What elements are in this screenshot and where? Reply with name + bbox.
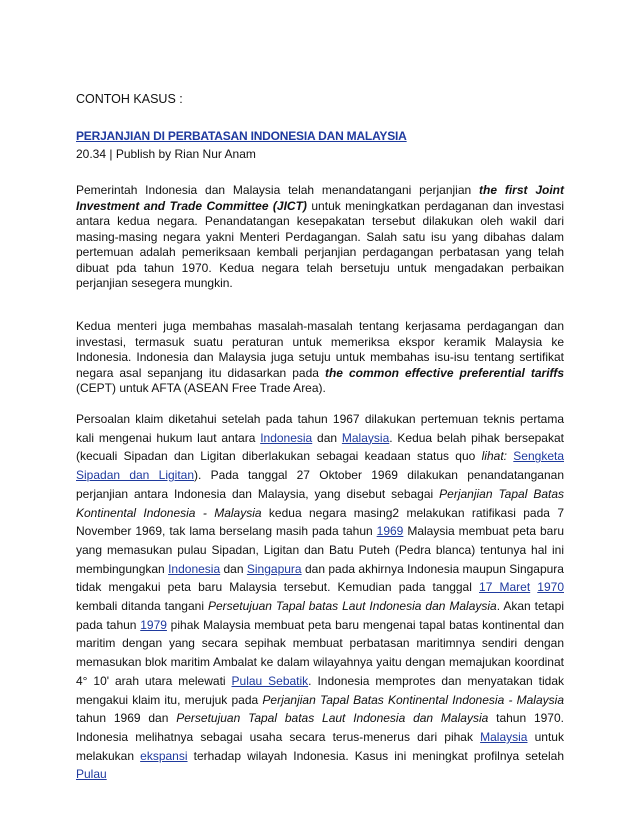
link-malaysia[interactable]: Malaysia bbox=[480, 729, 528, 744]
italic-text: Perjanjian Tapal Batas Kontinental Indonesia - Malaysia bbox=[262, 692, 564, 707]
text: Malaysia membuat peta baru yang memasukan pulau Sipadan, Ligitan dan Batu Puteh (Pedra blanca) tentunya hal ini membingungkan bbox=[76, 524, 564, 576]
link-pulau-sebatik[interactable]: Pulau Sebatik bbox=[231, 673, 309, 688]
link-indonesia[interactable]: Indonesia bbox=[260, 430, 313, 445]
text: (CEPT) untuk AFTA (ASEAN Free Trade Area). bbox=[76, 381, 326, 395]
text: . Akan tetapi pada tahun bbox=[76, 599, 564, 632]
text: untuk meningkatkan perdaganan dan investasi antara kedua negara. Penandatangan kesepakatan tersebut dilakukan oleh wakil dari masing-masing negara yakni Menteri Perdagangan. Salah satu isu yang dibahas dalam pertemuan adalah pemeriksaan kembali perjanjian perdagangan perbatasan yang telah dibuat pda tahun 1970. Kedua negara telah bersetuju untuk mengadakan perbaikan perjanjian sesegera mungkin. bbox=[76, 198, 564, 290]
text: kembali ditanda tangani bbox=[76, 599, 208, 614]
link-singapura[interactable]: Singapura bbox=[246, 561, 302, 576]
link-malaysia[interactable]: Malaysia bbox=[341, 430, 390, 445]
paragraph-1 bbox=[76, 183, 564, 292]
text: Pemerintah Indonesia dan Malaysia telah menandatangani perjanjian bbox=[76, 183, 479, 197]
text: . Kedua belah pihak bersepakat (kecuali Sipadan dan Ligitan diberlakukan sebagai keadaan status quo bbox=[76, 430, 564, 464]
italic-text: Persetujuan Tapal batas Laut Indonesia dan Malaysia bbox=[207, 599, 497, 614]
link-1969[interactable]: 1969 bbox=[376, 524, 404, 539]
italic-text: Persetujuan Tapal batas Laut Indonesia dan Malaysia bbox=[176, 711, 489, 726]
italic-text: lihat: bbox=[481, 449, 514, 464]
emphasis-text: the common effective preferential tariffs bbox=[324, 365, 565, 380]
text: pihak Malaysia membuat peta baru mengenai tapal batas kontinental dan maritim dengan yang secara sepihak membuat perbatasan maritimnya sendiri dengan memasukan blok maritim Ambalat ke dalam wilayahnya yaitu dengan memajukan koordinat 4° 10' arah utara melewati bbox=[76, 617, 564, 688]
emphasis-text: the first Joint Investment and Trade Committee (JICT) bbox=[76, 183, 564, 213]
text: ). Pada tanggal 27 Oktober 1969 dilakukan penandatanganan perjanjian antara Indonesia dan Malaysia, yang disebut sebagai bbox=[76, 468, 564, 501]
article-byline: 20.34 | Publish by Rian Nur Anam bbox=[76, 147, 256, 161]
text: dan bbox=[220, 561, 247, 576]
link-pulau[interactable]: Pulau bbox=[76, 767, 107, 782]
italic-text: Perjanjian Tapal Batas Kontinental Indonesia - Malaysia bbox=[76, 486, 565, 520]
link-1979[interactable]: 1979 bbox=[140, 617, 167, 632]
link-1970[interactable]: 1970 bbox=[537, 580, 564, 595]
link-sengketa-sipadan-ligitan[interactable]: Sengketa Sipadan dan Ligitan bbox=[76, 449, 565, 483]
text: Kedua menteri juga membahas masalah-masalah tentang kerjasama perdagangan dan investasi, termasuk suatu peraturan untuk memeriksa ekspor keramik Malaysia ke Indonesia. Indonesia dan Malaysia juga setuju untuk membahas isu-isu tentang sertifikat negara asal sepanjang itu didasarkan pada bbox=[76, 319, 564, 380]
text: kedua negara masing2 melakukan ratifikasi pada 7 November 1969, tak lama berselang masih pada tahun bbox=[76, 505, 565, 539]
paragraph-2 bbox=[76, 319, 564, 397]
link-indonesia[interactable]: Indonesia bbox=[168, 561, 221, 576]
text: tahun 1969 dan bbox=[76, 711, 177, 726]
article-title-link[interactable]: PERJANJIAN DI PERBATASAN INDONESIA DAN MALAYSIA bbox=[76, 129, 407, 143]
text: dan bbox=[312, 430, 342, 445]
text: dan pada akhirnya Indonesia maupun Singapura tidak mengakui peta baru Malaysia tersebut. Kemudian pada tanggal bbox=[76, 561, 564, 595]
text: . Indonesia memprotes dan menyatakan tidak mengakui klaim itu, merujuk pada bbox=[76, 673, 564, 707]
text: terhadap wilayah Indonesia. Kasus ini meningkat profilnya setelah bbox=[187, 748, 564, 763]
text: untuk melakukan bbox=[76, 729, 564, 763]
link-ekspansi[interactable]: ekspansi bbox=[140, 748, 188, 763]
text: Persoalan klaim diketahui setelah pada tahun 1967 dilakukan pertemuan teknis pertama kali mengenai hukum laut antara bbox=[76, 412, 564, 445]
text: tahun 1970. Indonesia melihatnya sebagai usaha secara terus-menerus dari pihak bbox=[76, 711, 564, 744]
section-heading: CONTOH KASUS : bbox=[76, 92, 183, 106]
paragraph-3 bbox=[76, 410, 564, 784]
link-17-maret[interactable]: 17 Maret bbox=[479, 580, 531, 595]
